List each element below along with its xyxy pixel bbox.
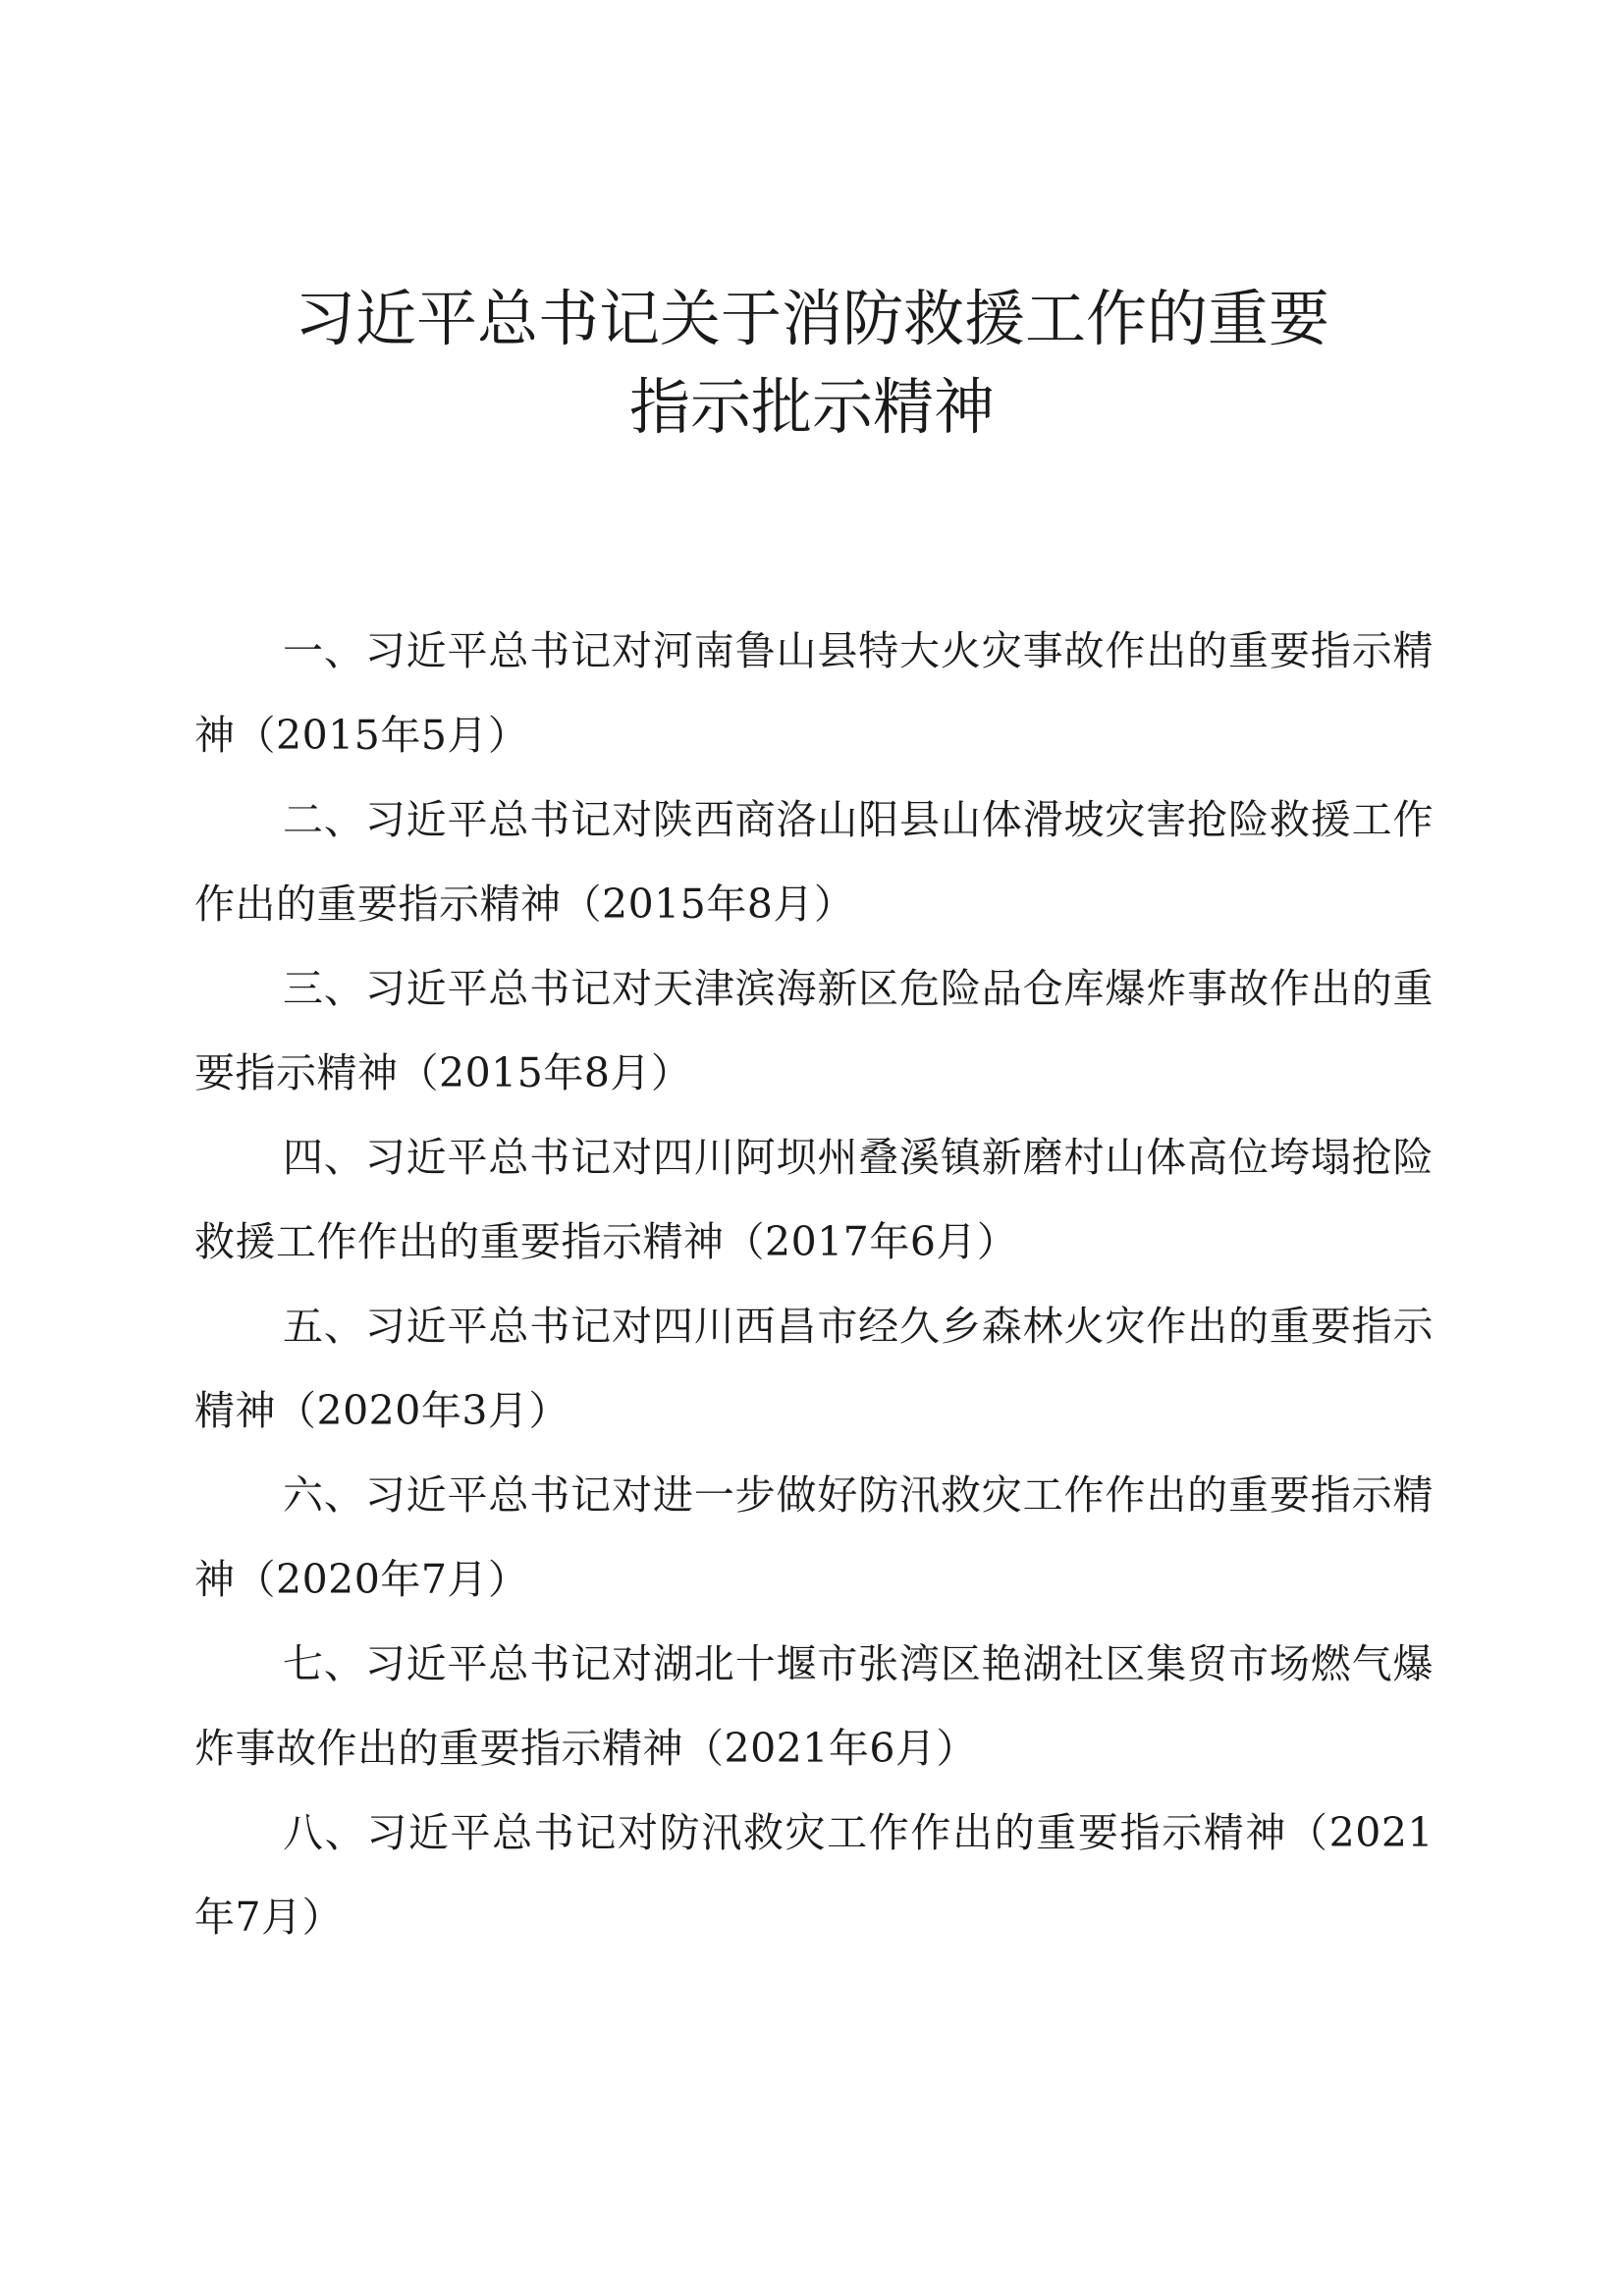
- list-item-7: 七、习近平总书记对湖北十堰市张湾区艳湖社区集贸市场燃气爆炸事故作出的重要指示精神（2021年6月）: [194, 1640, 1434, 1772]
- list-item-2: 二、习近平总书记对陕西商洛山阳县山体滑坡灾害抢险救援工作作出的重要指示精神（2015年8月）: [194, 796, 1434, 928]
- item-list: [194, 609, 1434, 1959]
- title-line-2: 指示批示精神: [628, 371, 995, 443]
- list-item-5: 五、习近平总书记对四川西昌市经久乡森林火灾作出的重要指示精神（2020年3月）: [194, 1303, 1434, 1434]
- document-title: [0, 275, 1624, 452]
- title-line-1: 习近平总书记关于消防救援工作的重要: [294, 283, 1329, 354]
- list-item-1: 一、习近平总书记对河南鲁山县特大火灾事故作出的重要指示精神（2015年5月）: [194, 627, 1434, 759]
- list-item-8: 八、习近平总书记对防汛救灾工作作出的重要指示精神（2021年7月）: [194, 1809, 1434, 1941]
- list-item-3: 三、习近平总书记对天津滨海新区危险品仓库爆炸事故作出的重要指示精神（2015年8月）: [194, 965, 1434, 1096]
- list-item-4: 四、习近平总书记对四川阿坝州叠溪镇新磨村山体高位垮塌抢险救援工作作出的重要指示精神（2017年6月）: [194, 1134, 1434, 1265]
- list-item-6: 六、习近平总书记对进一步做好防汛救灾工作作出的重要指示精神（2020年7月）: [194, 1471, 1434, 1603]
